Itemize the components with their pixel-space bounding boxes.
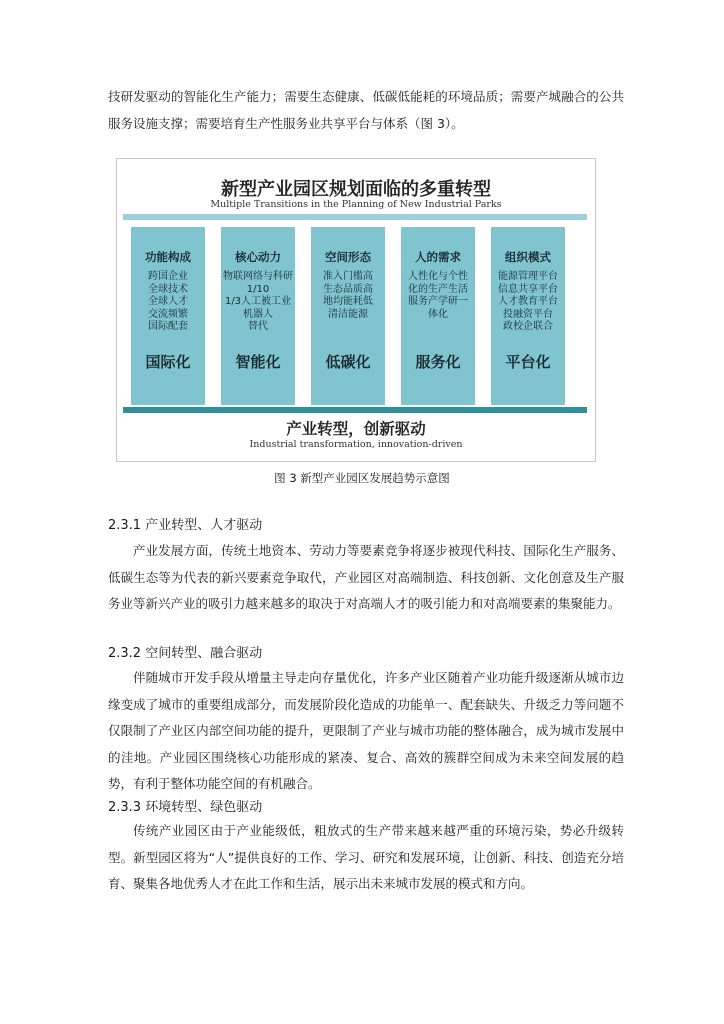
figure-footer-english: Industrial transformation, innovation-driven [249, 439, 463, 450]
column-keyword: 国际化 [145, 353, 191, 371]
column-line: 清洁能源 [328, 308, 368, 320]
column-heading: 核心动力 [235, 250, 281, 264]
column-keyword: 低碳化 [325, 353, 371, 371]
column-organization [491, 227, 565, 405]
figure-caption: 图 3 新型产业园区发展趋势示意图 [274, 471, 450, 485]
figure-subtitle: Multiple Transitions in the Planning of New Industrial Parks [210, 199, 502, 210]
column-line: 准入门槛高 [323, 271, 373, 282]
column-line: 机器人 [243, 308, 273, 320]
column-line: 化的生产生活 [408, 283, 468, 295]
column-line: 地均能耗低 [323, 296, 373, 307]
figure-title: 新型产业园区规划面临的多重转型 [221, 179, 491, 200]
column-driver [221, 227, 295, 405]
transition-figure [116, 158, 596, 462]
column-line: 全球技术 [148, 283, 188, 295]
column-line: 投融资平台 [503, 308, 553, 320]
column-line: 体化 [428, 308, 448, 320]
section-body: 产业发展方面，传统土地资本、劳动力等要素竞争将逐步被现代科技、国际化生产服务、低碳生态等为代表的新兴要素竞争取代，产业园区对高端制造、科技创新、文化创意及生产服务业等新兴产业的吸引力越来越多的取决于对高端人才的吸引能力和对高端要素的集聚能力。 [108, 543, 624, 611]
column-body [403, 271, 473, 321]
column-line: 全球人才 [148, 296, 188, 307]
column-keyword: 智能化 [235, 353, 281, 371]
column-heading: 功能构成 [145, 250, 191, 264]
top-divider-bar [123, 214, 587, 220]
column-body [313, 271, 383, 321]
column-line: 信息共享平台 [498, 283, 558, 295]
section-body: 传统产业园区由于产业能级低，粗放式的生产带来越来越严重的环境污染，势必升级转型。新型园区将为“人”提供良好的工作、学习、研究和发展环境，让创新、科技、创造充分培育、聚集各地优秀人才在此工作和生活，展示出未来城市发展的模式和方向。 [108, 823, 624, 891]
section-body: 伴随城市开发手段从增量主导走向存量优化，许多产业区随着产业功能升级逐渐从城市边缘变成了城市的重要组成部分，而发展阶段化造成的功能单一、配套缺失、升级乏力等问题不仅限制了产业区内部空间功能的提升，更限制了产业与城市功能的整体融合，成为城市发展中的洼地。产业园区围绕核心功能形成的紧凑、复合、高效的簇群空间成为未来空间发展的趋势，有利于整体功能空间的有机融合。 [108, 670, 624, 791]
column-body [493, 271, 563, 334]
column-line: 物联网络与科研 [223, 271, 293, 282]
column-people [401, 227, 475, 405]
column-body [133, 271, 203, 334]
section-heading: 2.3.3 环境转型、绿色驱动 [108, 800, 263, 815]
column-keyword: 平台化 [505, 353, 551, 371]
transition-columns [131, 227, 577, 407]
column-heading: 空间形态 [325, 250, 371, 264]
figure-footer: 产业转型，创新驱动 [286, 420, 426, 438]
column-line: 政校企联合 [503, 321, 553, 332]
column-line: 服务产学研一 [408, 296, 468, 307]
section-heading: 2.3.1 产业转型、人才驱动 [108, 518, 263, 533]
column-line: 人才教育平台 [498, 296, 558, 307]
column-line: 1/3人工被工业 [224, 296, 292, 307]
column-function [131, 227, 205, 405]
column-body [223, 271, 293, 334]
column-space [311, 227, 385, 405]
column-line: 替代 [248, 321, 268, 332]
intro-paragraph: 技研发驱动的智能化生产能力；需要生态健康、低碳低能耗的环境品质；需要产城融合的公共服务设施支撑；需要培育生产性服务业共享平台与体系（图 3）。 [108, 89, 624, 131]
column-line: 1/10 [246, 283, 270, 295]
column-line: 能源管理平台 [498, 271, 558, 282]
column-line: 交流频繁 [148, 308, 188, 320]
column-line: 生态品质高 [323, 283, 373, 295]
bottom-divider-bar [123, 407, 587, 413]
column-line: 跨国企业 [148, 271, 188, 282]
column-line: 人性化与个性 [408, 271, 468, 282]
column-heading: 人的需求 [415, 250, 461, 264]
column-line: 国际配套 [148, 321, 188, 332]
column-keyword: 服务化 [415, 353, 461, 371]
section-heading: 2.3.2 空间转型、融合驱动 [108, 646, 263, 661]
column-heading: 组织模式 [505, 250, 551, 264]
